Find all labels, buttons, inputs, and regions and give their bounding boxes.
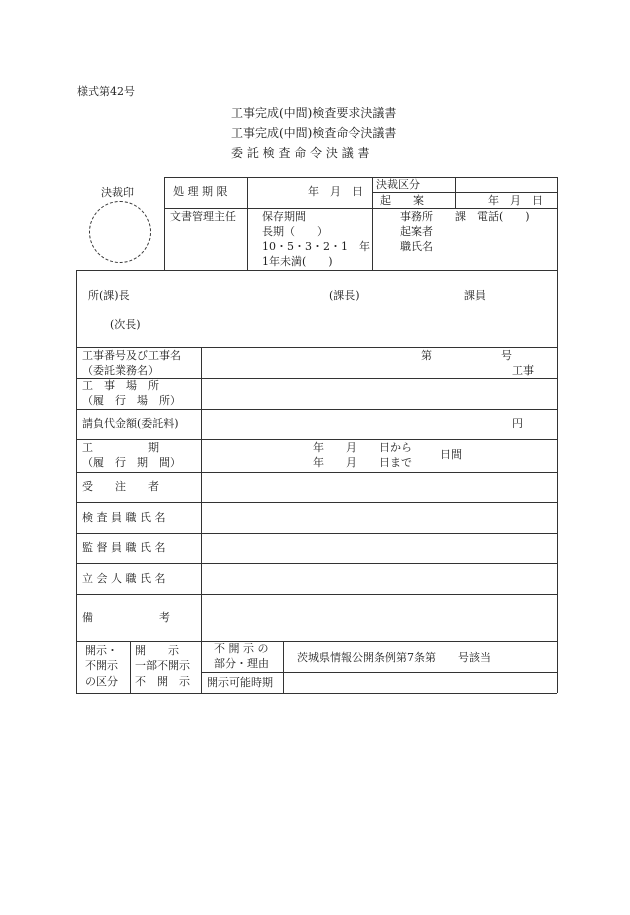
kantokuin-label: 監 督 員 職 氏 名 bbox=[82, 541, 166, 554]
kain-label: 課員 bbox=[464, 289, 486, 302]
hozon-kikan: 保存期間 bbox=[262, 210, 306, 223]
riko-kikan-label: （履 行 期 間） bbox=[82, 456, 181, 469]
kessai-in-label: 決裁印 bbox=[101, 186, 134, 199]
koji-label: 工事 bbox=[512, 364, 534, 377]
ukeoi-label: 請負代金額(委託料) bbox=[82, 417, 179, 430]
koki-label: 工 期 bbox=[82, 441, 159, 454]
kaiji-kubun-1: 開示・ bbox=[85, 644, 118, 657]
en-label: 円 bbox=[512, 417, 523, 430]
kaiji-kubun-3: の区分 bbox=[85, 675, 118, 688]
jimusho-denwa: 事務所 課 電話( ) bbox=[400, 210, 530, 223]
jicho-label: (次長) bbox=[110, 318, 141, 331]
stamp-circle bbox=[89, 201, 151, 263]
kaiji-kano-jiki-label: 開示可能時期 bbox=[207, 676, 273, 689]
kiansha-label: 起案者 bbox=[400, 225, 433, 238]
koji-basho-label: 工 事 場 所 bbox=[82, 379, 159, 392]
kacho-label: (課長) bbox=[329, 289, 360, 302]
fukaiji-bubun-label: 不 開 示 の bbox=[214, 642, 269, 655]
koji-bango-label: 工事番号及び工事名 bbox=[82, 349, 181, 362]
juchusha-label: 受 注 者 bbox=[82, 480, 159, 493]
jorei-text: 茨城県情報公開条例第7条第 号該当 bbox=[297, 651, 491, 664]
tachiai-label: 立 会 人 職 氏 名 bbox=[82, 572, 166, 585]
hozon-choki: 長期（ ） bbox=[262, 225, 328, 238]
bunsho-kanri-label: 文書管理主任 bbox=[170, 210, 236, 223]
kaiji-option-kaiji: 開 示 bbox=[135, 644, 179, 657]
kensain-label: 検 査 員 職 氏 名 bbox=[82, 511, 166, 524]
kian-label: 起 案 bbox=[380, 194, 424, 207]
riko-basho-label: （履 行 場 所） bbox=[82, 394, 181, 407]
itaku-gyomu-label: （委託業務名） bbox=[82, 364, 159, 377]
hozon-nensu: 10・5・3・2・1 年 bbox=[262, 240, 370, 253]
shori-kigen-label: 処 理 期 限 bbox=[173, 185, 228, 198]
title-2: 工事完成(中間)検査命令決議書 bbox=[231, 126, 397, 140]
fukaiji-riyu-label: 部分・理由 bbox=[214, 657, 269, 670]
koki-made: 年 月 日まで bbox=[313, 456, 412, 469]
shokacho-label: 所(課)長 bbox=[88, 289, 130, 302]
kian-date: 年 月 日 bbox=[488, 194, 543, 207]
shokushimei-label: 職氏名 bbox=[400, 240, 433, 253]
biko-label: 備 考 bbox=[82, 611, 170, 624]
kaiji-kubun-2: 不開示 bbox=[85, 659, 118, 672]
kaiji-option-ichibu: 一部不開示 bbox=[135, 659, 190, 672]
hozon-1nen-miman: 1年未満( ) bbox=[262, 255, 333, 268]
form-number: 様式第42号 bbox=[77, 85, 135, 98]
dai-label: 第 bbox=[421, 349, 432, 362]
kaiji-option-fukaiji: 不 開 示 bbox=[135, 675, 190, 688]
kessai-kubun-label: 決裁区分 bbox=[376, 178, 420, 191]
title-1: 工事完成(中間)検査要求決議書 bbox=[231, 106, 397, 120]
koki-kara: 年 月 日から bbox=[313, 441, 412, 454]
go-label: 号 bbox=[501, 349, 512, 362]
shori-kigen-date: 年 月 日 bbox=[308, 185, 363, 198]
nichikan-label: 日間 bbox=[440, 448, 462, 461]
title-3: 委 託 検 査 命 令 決 議 書 bbox=[231, 146, 370, 160]
